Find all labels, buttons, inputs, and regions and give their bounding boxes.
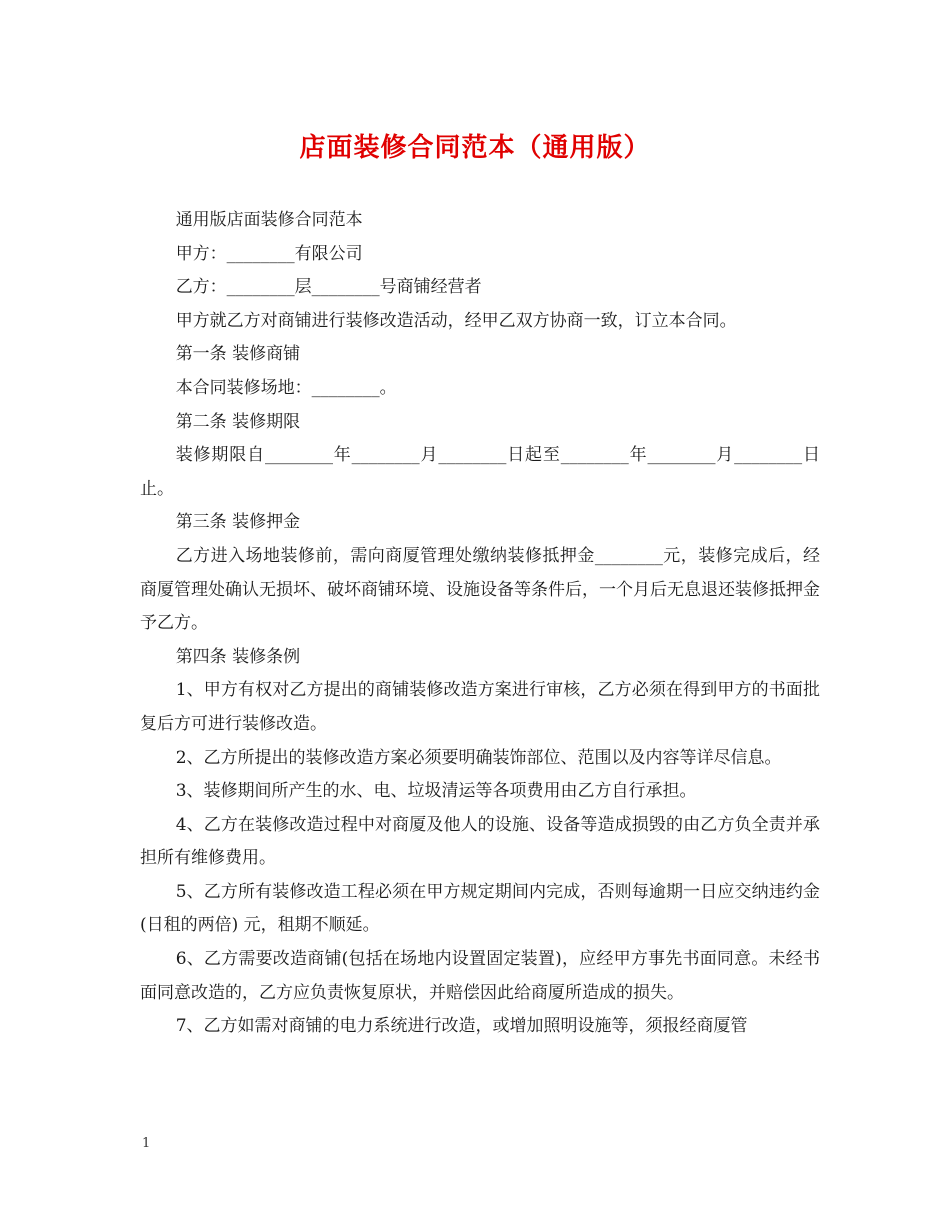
paragraph-subtitle: 通用版店面装修合同范本 — [175, 210, 363, 230]
clause-2: 2、乙方所提出的装修改造方案必须要明确装饰部位、范围以及内容等详尽信息。 — [175, 747, 782, 768]
paragraph-party-b: 乙方：________层________号商铺经营者 — [175, 277, 482, 298]
paragraph-period: 装修期限自________年________月________日起至________年________月________日止。 — [140, 445, 820, 499]
paragraph-party-a: 甲方：________有限公司 — [175, 243, 363, 264]
document-title: 店面装修合同范本（通用版） — [299, 133, 651, 163]
section-heading-2: 第二条 装修期限 — [175, 411, 301, 432]
section-heading-1: 第一条 装修商铺 — [175, 344, 301, 365]
page-number: 1 — [142, 1136, 151, 1151]
document-body — [140, 204, 820, 1044]
paragraph-agreement: 甲方就乙方对商铺进行装修改造活动，经甲乙双方协商一致，订立本合同。 — [175, 310, 737, 331]
clause-7: 7、乙方如需对商铺的电力系统进行改造，或增加照明设施等，须报经商厦管 — [175, 1016, 748, 1037]
section-heading-3: 第三条 装修押金 — [175, 512, 301, 533]
clause-1: 1、甲方有权对乙方提出的商铺装修改造方案进行审核，乙方必须在得到甲方的书面批复后方可进行装修改造。 — [140, 680, 820, 734]
clause-5: 5、乙方所有装修改造工程必须在甲方规定期间内完成，否则每逾期一日应交纳违约金(日租的两倍) 元，租期不顺延。 — [140, 881, 820, 936]
clause-4: 4、乙方在装修改造过程中对商厦及他人的设施、设备等造成损毁的由乙方负全责并承担所有维修费用。 — [140, 814, 820, 869]
paragraph-site: 本合同装修场地：________。 — [175, 377, 397, 398]
clause-6: 6、乙方需要改造商铺(包括在场地内设置固定装置)，应经甲方事先书面同意。未经书面同意改造的，乙方应负责恢复原状，并赔偿因此给商厦所造成的损失。 — [140, 949, 820, 1003]
paragraph-deposit: 乙方进入场地装修前，需向商厦管理处缴纳装修抵押金________元，装修完成后，经商厦管理处确认无损坏、破坏商铺环境、设施设备等条件后，一个月后无息退还装修抵押金予乙方。 — [140, 545, 820, 634]
section-heading-4: 第四条 装修条例 — [175, 646, 301, 667]
clause-3: 3、装修期间所产生的水、电、垃圾清运等各项费用由乙方自行承担。 — [175, 781, 697, 802]
